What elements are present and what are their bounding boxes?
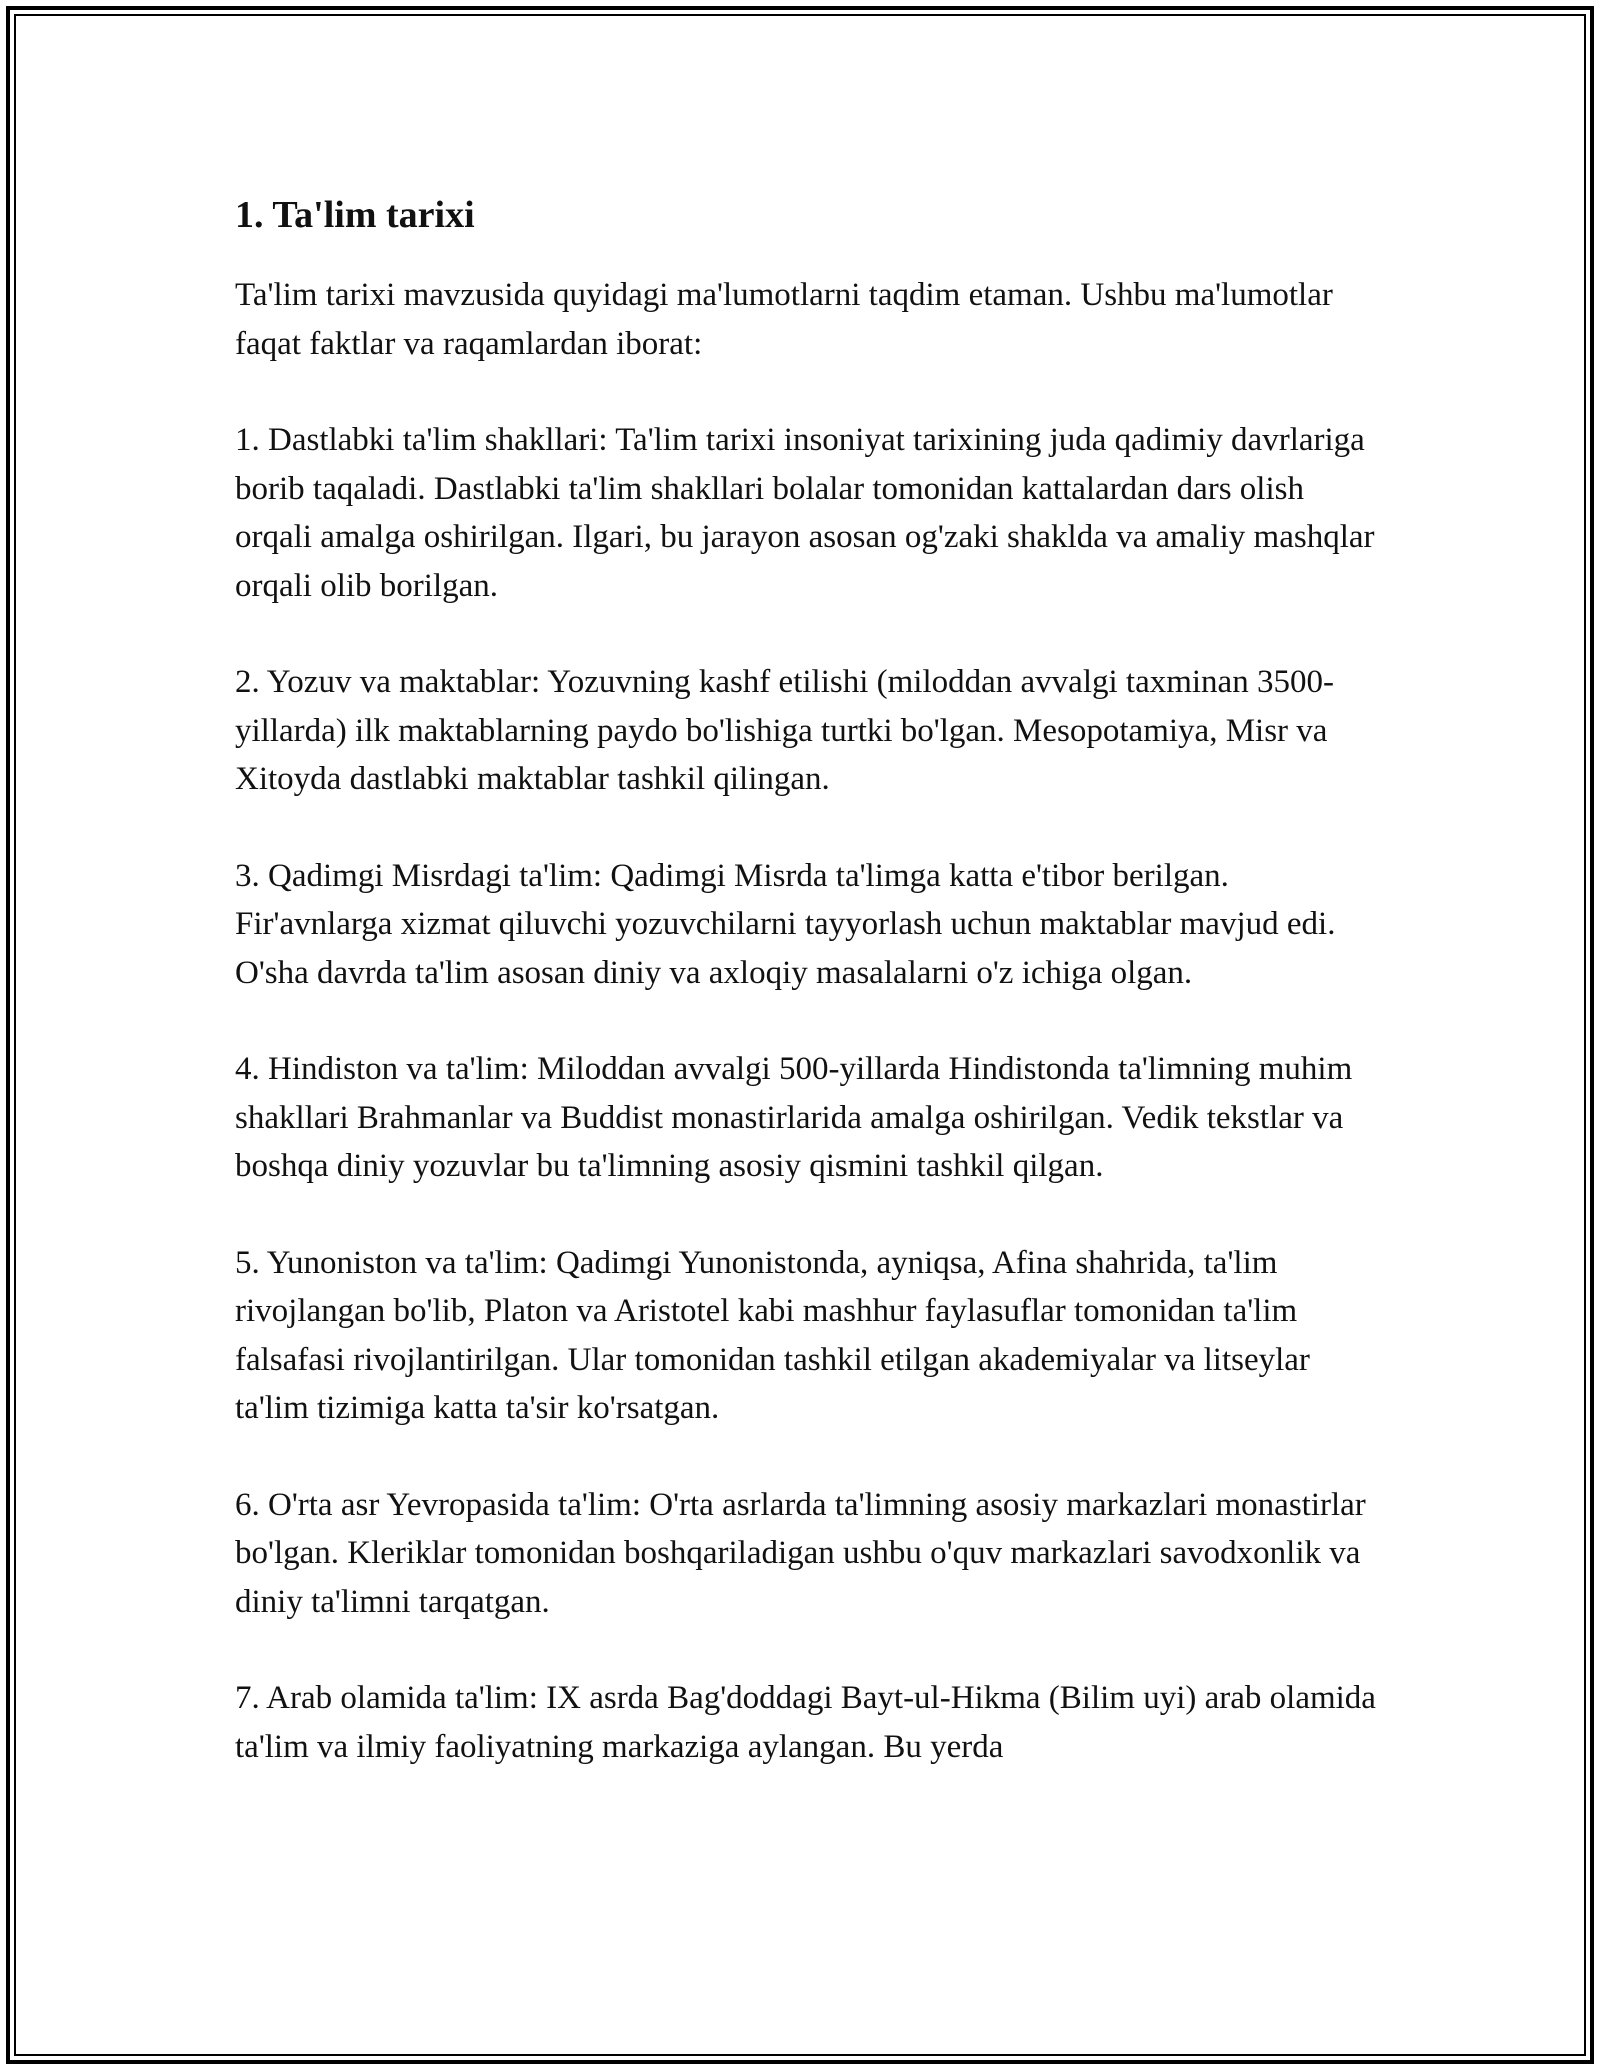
paragraph-greece: 5. Yunoniston va ta'lim: Qadimgi Yunonistonda, ayniqsa, Afina shahrida, ta'lim rivojlangan bo'lib, Platon va Aristotel kabi mashhur faylasuflar tomonidan ta'lim falsafasi rivojlantirilgan. Ular tomonidan tashkil etilgan akademiyalar va litseylar ta'lim tizimiga katta ta'sir ko'rsatgan.: [235, 1244, 1310, 1426]
paragraph-ancient-egypt: 3. Qadimgi Misrdagi ta'lim: Qadimgi Misrda ta'limga katta e'tibor berilgan. Fir'avnlarga xizmat qiluvchi yozuvchilarni tayyorlash uchun maktablar mavjud edi. O'sha davrda ta'lim asosan diniy va axloqiy masalalarni o'z ichiga olgan.: [235, 857, 1336, 991]
paragraph-india: 4. Hindiston va ta'lim: Miloddan avvalgi 500-yillarda Hindistonda ta'limning muhim shakllari Brahmanlar va Buddist monastirlarida amalga oshirilgan. Vedik tekstlar va boshqa diniy yozuvlar bu ta'limning asosiy qismini tashkil qilgan.: [235, 1051, 1353, 1184]
paragraph-early-education: 1. Dastlabki ta'lim shakllari: Ta'lim tarixi insoniyat tarixining juda qadimiy davrlariga borib taqaladi. Dastlabki ta'lim shakllari bolalar tomonidan kattalardan dars olish orqali amalga oshirilgan. Ilgari, bu jarayon asosan og'zaki shaklda va amaliy mashqlar orqali olib borilgan.: [235, 422, 1375, 604]
section-heading: 1. Ta'lim tarixi: [235, 194, 475, 236]
paragraph-writing-schools: 2. Yozuv va maktablar: Yozuvning kashf etilishi (miloddan avvalgi taxminan 3500-yillarda) ilk maktablarning paydo bo'lishiga turtki bo'lgan. Mesopotamiya, Misr va Xitoyda dastlabki maktablar tashkil qilingan.: [235, 664, 1334, 797]
intro-paragraph: Ta'lim tarixi mavzusida quyidagi ma'lumotlarni taqdim etaman. Ushbu ma'lumotlar faqat faktlar va raqamlardan iborat:: [235, 277, 1333, 362]
document-body: [235, 185, 1380, 1819]
paragraph-medieval-europe: 6. O'rta asr Yevropasida ta'lim: O'rta asrlarda ta'limning asosiy markazlari monastirlar bo'lgan. Kleriklar tomonidan boshqariladigan ushbu o'quv markazlari savodxonlik va diniy ta'limni tarqatgan.: [235, 1486, 1366, 1620]
paragraph-arab-world: 7. Arab olamida ta'lim: IX asrda Bag'doddagi Bayt-ul-Hikma (Bilim uyi) arab olamida ta'lim va ilmiy faoliyatning markaziga aylangan. Bu yerda: [235, 1680, 1376, 1765]
